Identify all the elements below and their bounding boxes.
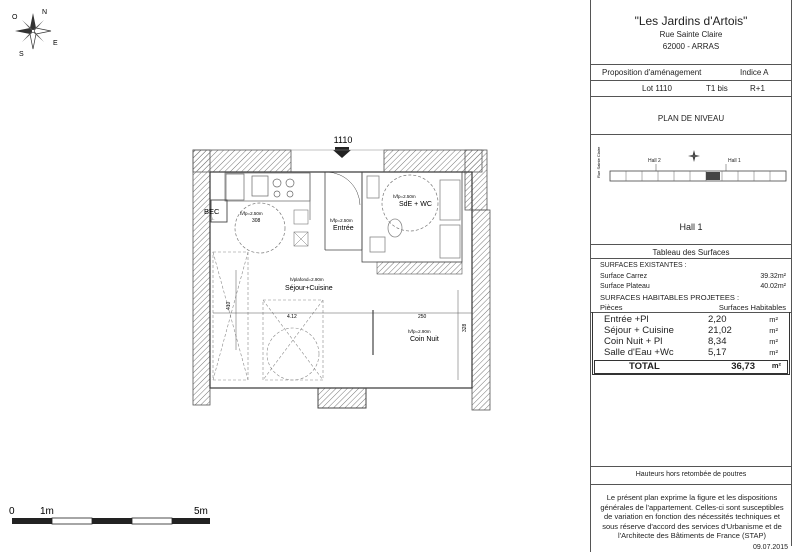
- existing-header: SURFACES EXISTANTES :: [600, 262, 687, 269]
- sde-label: SdE + WC: [399, 201, 432, 208]
- street: Rue Sainte Claire: [659, 30, 723, 39]
- sejour-height: h/plafond=2.90m: [290, 277, 324, 282]
- kitchen-dim: 308: [252, 218, 261, 224]
- compass-e: E: [53, 40, 58, 47]
- entrance-arrow-icon: [333, 150, 351, 158]
- scale-one: 1m: [40, 506, 54, 517]
- entree-label: Entrée: [333, 225, 354, 232]
- scale-bar: [12, 518, 210, 524]
- surface-plateau-value: 40.02m²: [760, 283, 786, 290]
- key-plan-compass-icon: [688, 150, 700, 162]
- surface-row: Séjour + Cuisine 21,02 m²: [604, 325, 778, 336]
- dim-412: 4.12: [287, 314, 297, 320]
- compass-rose-icon: [15, 13, 51, 49]
- key-plan: [596, 144, 790, 204]
- city: 62000 - ARRAS: [662, 42, 720, 51]
- coin-nuit-height: h/fp=2.90m: [408, 329, 431, 334]
- disclaimer: Le présent plan exprime la figure et les dispositions générales de l'appartement. Celles-ci sont susceptibles de variation en fonction des nécessités techniques et sous réserve d'accord des services d'Urbanisme et de l'Architecte des Bâtiments de France (STAP): [600, 493, 784, 540]
- dim-250: 250: [418, 314, 427, 320]
- kitchen-counter: [225, 173, 310, 220]
- total-value: 36,73: [731, 361, 755, 372]
- compass-n: N: [42, 9, 48, 16]
- bec-sub-label: LL: [210, 216, 215, 221]
- entree-height: h/fp=2.50m: [330, 218, 353, 223]
- title-block: [590, 0, 800, 552]
- scale-zero: 0: [9, 506, 15, 517]
- key-plan-street: Rue Sainte Claire: [596, 146, 601, 178]
- compass-o: O: [12, 14, 18, 21]
- sejour-label: Séjour+Cuisine: [285, 285, 333, 292]
- proposition-label: Proposition d'aménagement: [602, 68, 702, 77]
- coin-nuit-label: Coin Nuit: [410, 336, 439, 343]
- type-label: T1 bis: [706, 84, 728, 93]
- key-plan-hall1: Hall 1: [728, 158, 741, 164]
- surface-row: Entrée +Pl 2,20 m²: [604, 314, 778, 325]
- dim-410: 410: [226, 301, 232, 310]
- surface-carrez-value: 39.32m²: [760, 273, 786, 280]
- scale-five: 5m: [194, 506, 208, 517]
- plan-title: PLAN DE NIVEAU: [657, 114, 725, 123]
- surface-row: Salle d'Eau +Wc 5,17 m²: [604, 347, 778, 358]
- lot-number: 1110: [333, 135, 353, 145]
- bec-label: BEC: [204, 207, 220, 216]
- kitchen-height: h/fp=2.50m: [240, 211, 263, 216]
- apartment-outline: [210, 172, 472, 388]
- key-plan-hall2: Hall 2: [648, 158, 661, 164]
- level-label: R+1: [750, 84, 765, 93]
- sde-height: h/fp=2.50m: [393, 194, 416, 199]
- bathroom: [362, 172, 462, 262]
- total-label: TOTAL: [629, 361, 660, 372]
- lot-label: Lot 1110: [642, 84, 672, 93]
- radiator: [377, 262, 462, 274]
- surfaces-table-title: Tableau des Surfaces: [652, 248, 730, 257]
- heights-note: Hauteurs hors retombée de poutres: [635, 471, 747, 478]
- total-unit: m²: [771, 361, 781, 370]
- sejour-area: [213, 252, 323, 380]
- surface-plateau-label: Surface Plateau: [600, 283, 650, 290]
- projected-header: SURFACES HABITABLES PROJETEES :: [600, 293, 740, 302]
- project-name: "Les Jardins d'Artois": [634, 14, 748, 28]
- surface-carrez-label: Surface Carrez: [600, 273, 648, 280]
- indice-label: Indice A: [740, 68, 769, 77]
- surface-row: Coin Nuit + Pl 8,34 m²: [604, 336, 778, 347]
- col-surfaces: Surfaces Habitables: [718, 303, 786, 312]
- key-plan-lot-marker: [706, 172, 720, 180]
- date: 09.07.2015: [752, 544, 788, 551]
- compass-s: S: [19, 51, 24, 58]
- dim-328: 328: [462, 323, 468, 332]
- col-pieces: Pièces: [600, 303, 623, 312]
- hall-label: Hall 1: [679, 222, 703, 232]
- walls: [193, 150, 490, 410]
